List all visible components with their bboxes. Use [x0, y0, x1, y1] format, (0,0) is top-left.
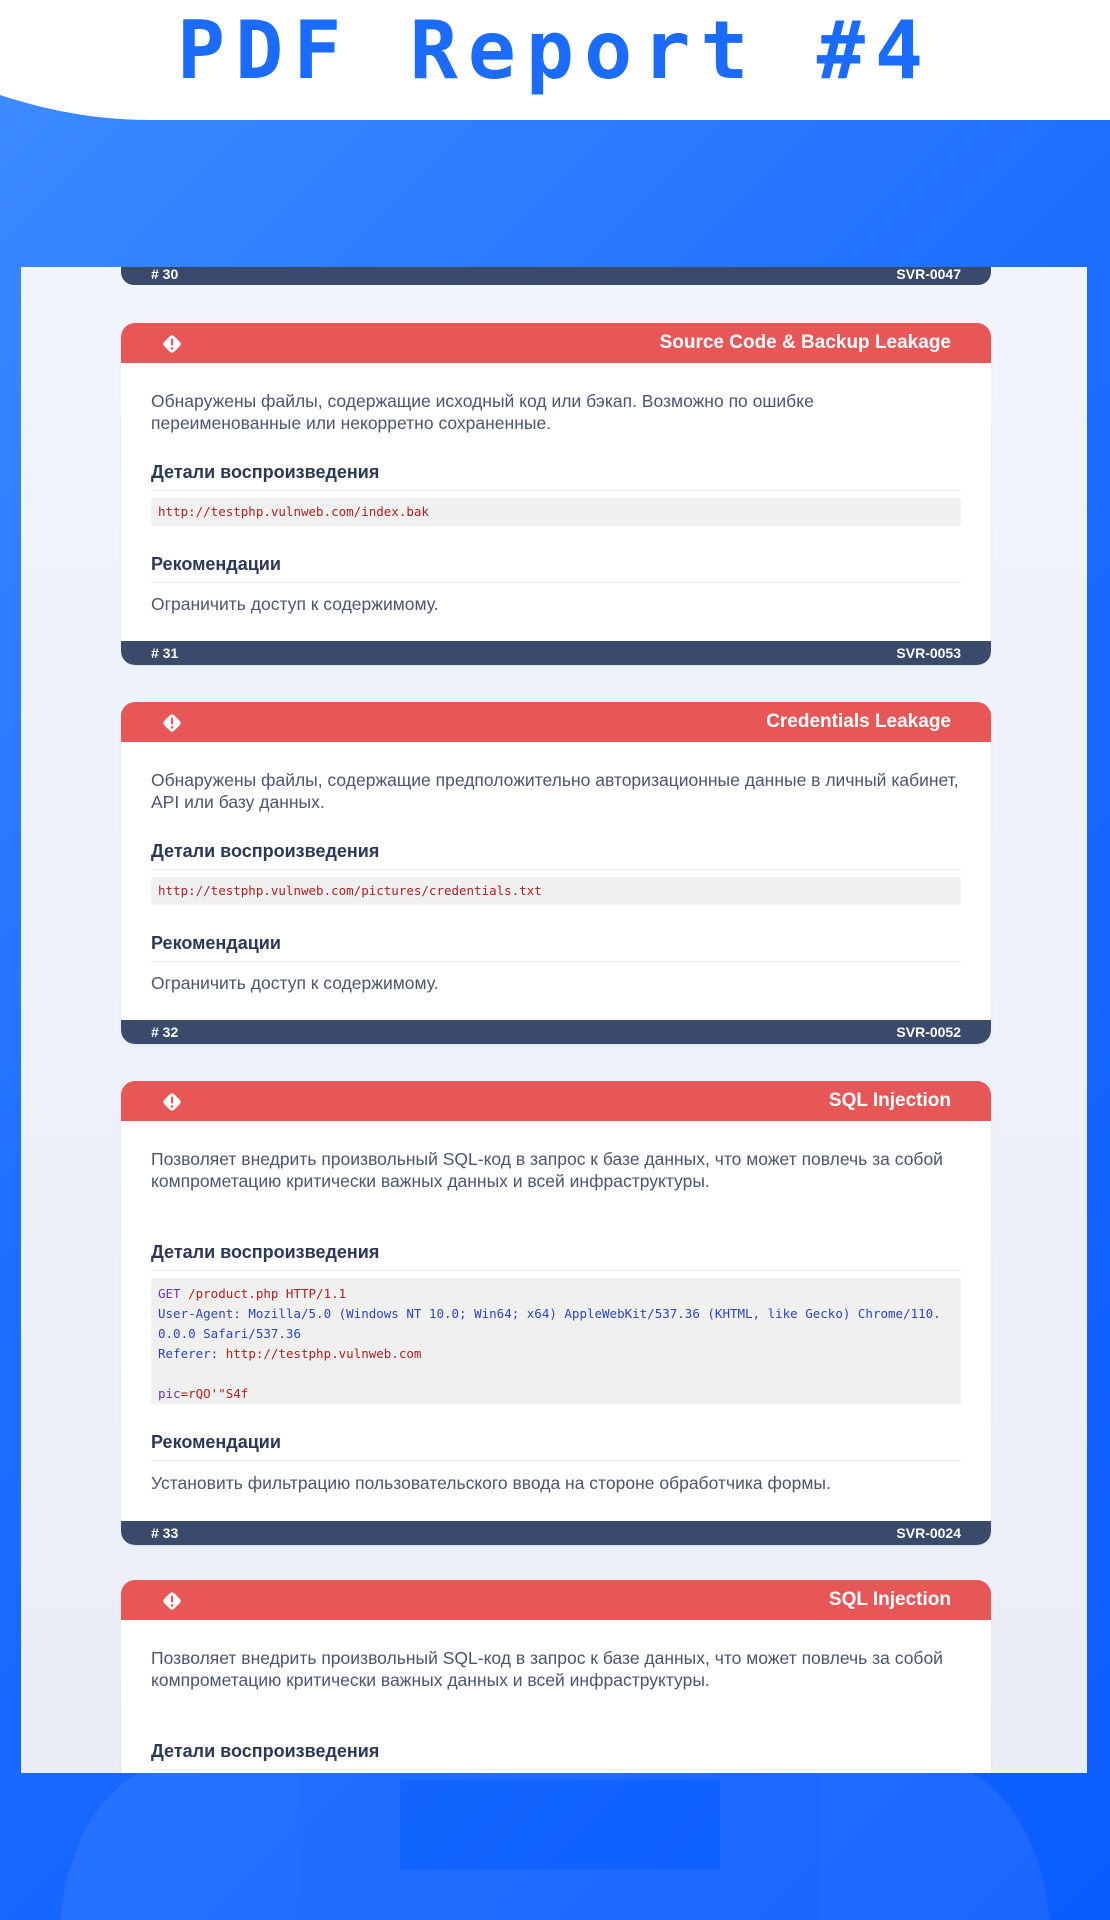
finding-card: [121, 323, 991, 665]
finding-footer: [121, 267, 991, 285]
finding-card: [121, 1580, 991, 1773]
recommendations-heading: Рекомендации: [151, 554, 961, 583]
recommendations-heading: Рекомендации: [151, 1432, 961, 1461]
finding-code: SVR-0052: [896, 1024, 961, 1040]
recommendation-text: Ограничить доступ к содержимому.: [151, 594, 439, 614]
finding-title: SQL Injection: [828, 1090, 951, 1111]
finding-title: Credentials Leakage: [766, 711, 951, 732]
finding-number: # 30: [151, 267, 179, 282]
report-page[interactable]: [21, 267, 1087, 1773]
details-code-block: http://testphp.vulnweb.com/index.bak: [151, 498, 961, 526]
details-heading: Детали воспроизведения: [151, 841, 961, 870]
body-param-name: pic: [158, 1386, 181, 1401]
finding-header: [121, 702, 991, 742]
finding-number: # 32: [151, 1024, 179, 1040]
request-code-block: [151, 1278, 961, 1404]
alert-diamond-icon: [161, 1590, 183, 1612]
finding-card: [121, 1081, 991, 1545]
header-value: http://testphp.vulnweb.com: [218, 1346, 422, 1361]
finding-number: # 31: [151, 645, 179, 661]
body-param-value: =rQO'"S4f: [180, 1386, 249, 1401]
finding-card: [121, 702, 991, 1044]
recommendation-text: Установить фильтрацию пользовательского ввода на стороне обработчика формы.: [151, 1473, 831, 1493]
finding-description: Позволяет внедрить произвольный SQL-код в запрос к базе данных, что может повлечь за собой компрометацию критически важных данных и всей инфраструктуры.: [151, 1149, 943, 1191]
finding-number: # 33: [151, 1525, 179, 1541]
finding-footer: [121, 1521, 991, 1545]
request-path: /product.php HTTP/1.1: [180, 1286, 347, 1301]
header-name: Referer:: [158, 1346, 219, 1361]
finding-code: SVR-0024: [896, 1525, 961, 1541]
details-heading: Детали воспроизведения: [151, 1741, 961, 1770]
finding-description: Обнаружены файлы, содержащие исходный код или бэкап. Возможно по ошибке переименованные или некорретно сохраненные.: [151, 391, 814, 433]
finding-code: SVR-0047: [896, 267, 961, 282]
alert-diamond-icon: [161, 1091, 183, 1113]
finding-header: [121, 323, 991, 363]
details-code-block: http://testphp.vulnweb.com/pictures/credentials.txt: [151, 877, 961, 905]
alert-diamond-icon: [161, 333, 183, 355]
recommendation-text: Ограничить доступ к содержимому.: [151, 973, 439, 993]
finding-header: [121, 1081, 991, 1121]
finding-footer: [121, 641, 991, 665]
alert-diamond-icon: [161, 712, 183, 734]
finding-code: SVR-0053: [896, 645, 961, 661]
header-name: User-Agent:: [158, 1306, 241, 1321]
details-heading: Детали воспроизведения: [151, 1242, 961, 1271]
header-value: Mozilla/5.0 (Windows NT 10.0; Win64; x64) AppleWebKit/537.36 (KHTML, like Gecko) Chrome/110.0.0.0 Safari/537.36: [158, 1306, 941, 1341]
page-title: PDF Report #4: [176, 4, 934, 97]
finding-footer: [121, 1020, 991, 1044]
recommendations-heading: Рекомендации: [151, 933, 961, 962]
finding-title: Source Code & Backup Leakage: [659, 332, 951, 353]
details-heading: Детали воспроизведения: [151, 462, 961, 491]
finding-description: Позволяет внедрить произвольный SQL-код в запрос к базе данных, что может повлечь за собой компрометацию критически важных данных и всей инфраструктуры.: [151, 1648, 943, 1690]
request-method: GET: [158, 1286, 181, 1301]
finding-title: SQL Injection: [828, 1589, 951, 1610]
finding-description: Обнаружены файлы, содержащие предположительно авторизационные данные в личный кабинет, API или базу данных.: [151, 770, 959, 812]
finding-header: [121, 1580, 991, 1620]
